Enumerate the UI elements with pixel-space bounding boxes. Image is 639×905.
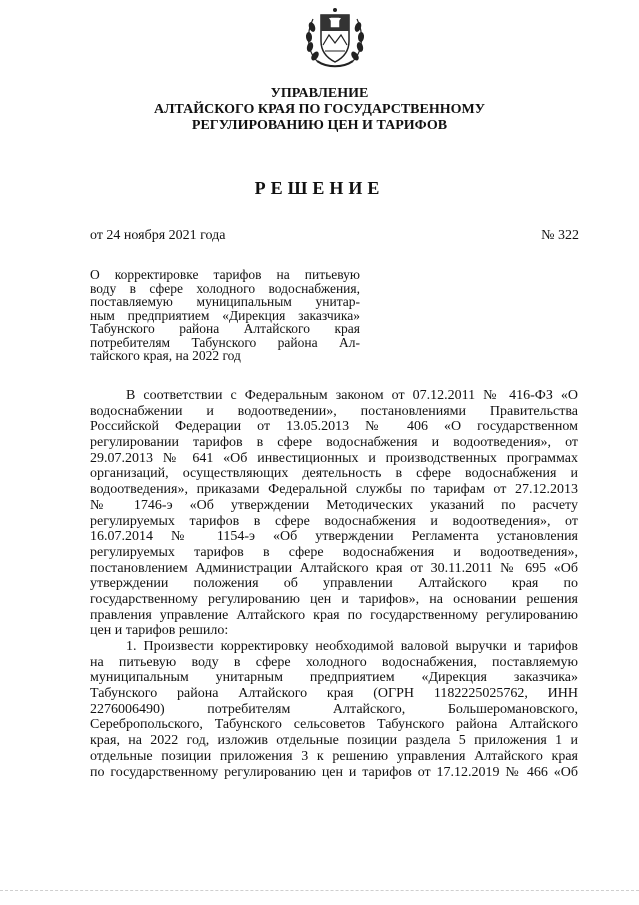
body-line: правления управление Алтайского края по государственному регулированию [90, 607, 578, 623]
body-line: муниципальным унитарным предприятием «Дирекция заказчика» [90, 670, 578, 686]
body-line: 29.07.2013 № 641 «Об инвестиционных и производственных программах [90, 450, 578, 466]
body-line: утверждении положения об управлении Алтайского края по [90, 576, 578, 592]
body-line: 16.07.2014 № 1154-э «Об утверждении Регламента установления [90, 529, 578, 545]
body-line: водоотведения», приказами Федеральной службы по тарифам от 27.12.2013 [90, 482, 578, 498]
agency-name [0, 86, 639, 134]
body-line: края, на 2022 год, изложив отдельные позиции раздела 5 приложения 1 и [90, 733, 578, 749]
document-body [90, 388, 578, 780]
body-line: по государственному регулированию цен и тарифов от 17.12.2019 № 466 «Об [90, 764, 578, 780]
document-subject [90, 268, 360, 363]
body-line: цен и тарифов решило: [90, 623, 229, 639]
subject-line: воду в сфере холодного водоснабжения, [90, 280, 360, 296]
body-line: Российской Федерации от 13.05.2013 № 406 «О государственном [90, 419, 578, 435]
document-number: № 322 [541, 228, 579, 243]
body-line: регулируемых тарифов в сфере водоснабжения и водоотведения», от [90, 513, 578, 529]
body-line: отдельные позиции приложения 3 к решению управления Алтайского края [90, 748, 578, 764]
subject-line: О корректировке тарифов на питьевую [90, 267, 360, 282]
body-line: постановлением Администрации Алтайского края от 30.11.2011 № 695 «Об [90, 560, 578, 576]
agency-name-line: РЕГУЛИРОВАНИЮ ЦЕН И ТАРИФОВ [191, 118, 448, 133]
subject-line: поставляемую муниципальным унитар- [90, 294, 360, 309]
body-line: Табунского района Алтайского края (ОГРН 1182225025762, ИНН [90, 686, 578, 702]
subject-line: ным предприятием «Дирекция заказчика» [90, 307, 360, 323]
page-bottom-divider [0, 890, 639, 891]
body-line: Серебропольского, Табунского сельсоветов Табунского района Алтайского [90, 717, 578, 733]
body-line: регулировании тарифов в сфере водоснабжения и водоотведения», от [90, 435, 578, 451]
coat-of-arms-icon [303, 5, 367, 71]
subject-line: тайского края, на 2022 год [90, 348, 241, 363]
body-line: организаций, осуществляющих деятельность в сфере водоснабжения и [90, 466, 578, 482]
body-line: на питьевую воду в сфере холодного водоснабжения, поставляемую [90, 654, 578, 670]
agency-name-line: УПРАВЛЕНИЕ [270, 86, 369, 101]
body-line: В соответствии с Федеральным законом от 07.12.2011 № 416-ФЗ «О [126, 388, 578, 403]
body-line: 2276006490) потребителям Алтайского, Большеромановского, [90, 701, 578, 717]
document-date: от 24 ноября 2021 года [90, 228, 226, 243]
document-type-title: РЕШЕНИЕ [254, 178, 385, 198]
subject-line: потребителям Табунского района Ал- [90, 334, 360, 350]
agency-name-line: АЛТАЙСКОГО КРАЯ ПО ГОСУДАРСТВЕННОМУ [154, 102, 485, 117]
body-line: № 1746-э «Об утверждении Методических указаний по расчету [90, 497, 578, 513]
body-line: 1. Произвести корректировку необходимой валовой выручки и тарифов [126, 639, 578, 654]
body-line: государственному регулированию цен и тарифов», на основании решения [90, 591, 578, 607]
subject-line: Табунского района Алтайского края [90, 321, 360, 336]
body-line: водоснабжении и водоотведении», постановлениями Правительства [90, 403, 578, 419]
body-line: регулируемых тарифов в сфере водоснабжения и водоотведения», [90, 544, 578, 560]
